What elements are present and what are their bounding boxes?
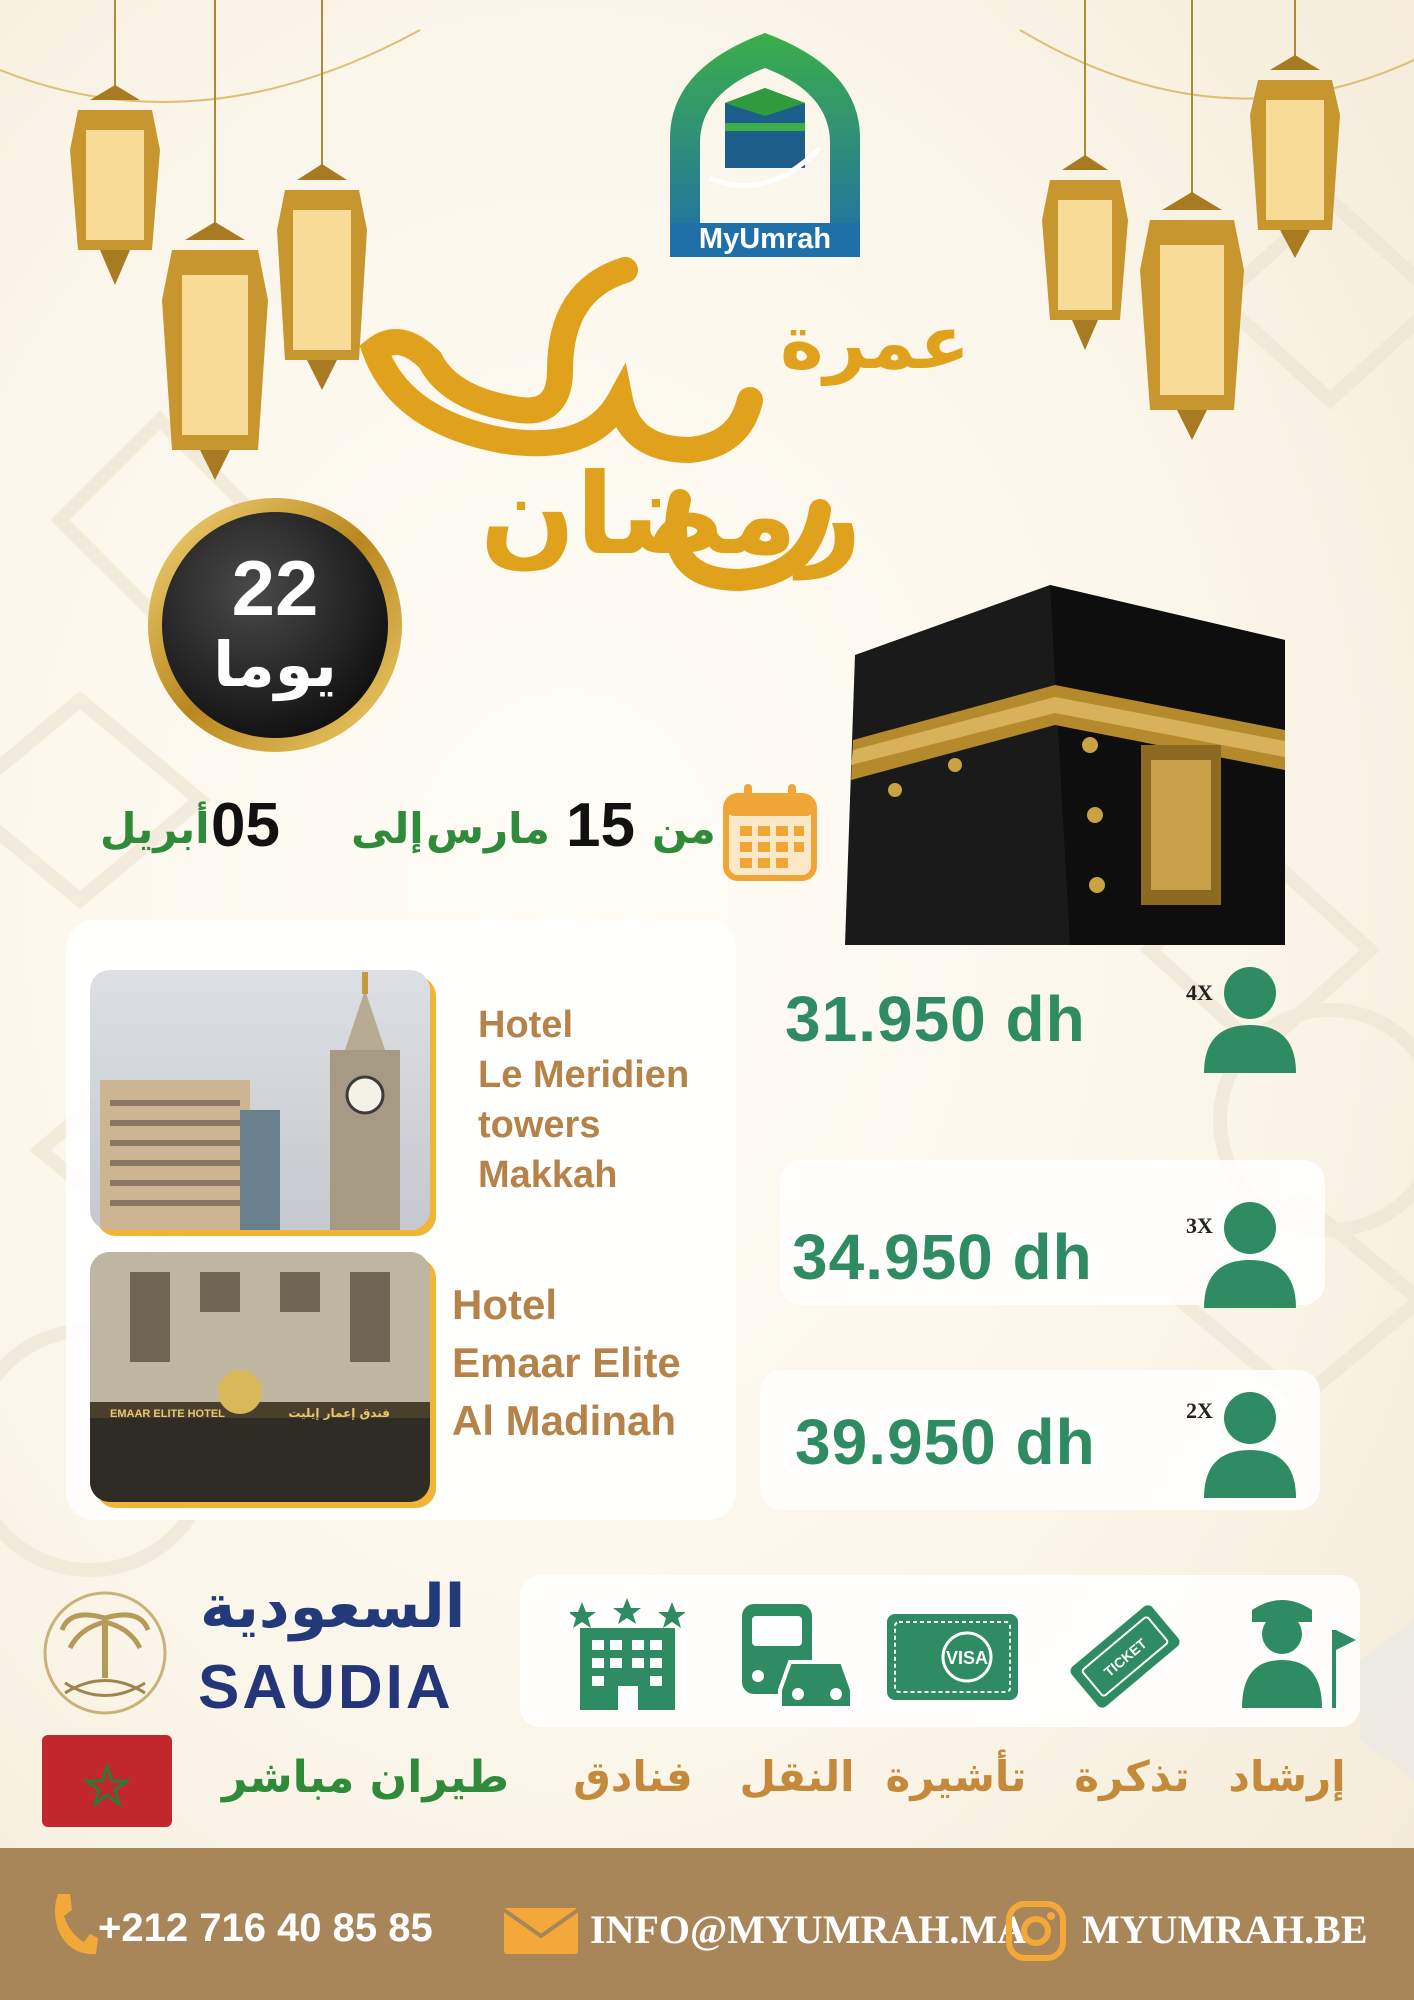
myumrah-logo <box>650 28 880 258</box>
to-day: 05 <box>211 791 280 860</box>
ticket-icon <box>1062 1596 1187 1716</box>
hotel-image-meridien <box>90 970 430 1230</box>
price-4x: 31.950 dh <box>785 983 1086 1055</box>
transport-icon <box>740 1602 855 1712</box>
footer-bar <box>0 1848 1414 2000</box>
logo-text: MyUmrah <box>698 223 832 255</box>
hotel-name-line: Makkah <box>478 1154 618 1196</box>
visa-icon-text: VISA <box>945 1648 989 1668</box>
guide-icon <box>1232 1590 1357 1710</box>
visa-icon <box>885 1612 1020 1702</box>
hotel-name-meridien <box>478 1000 689 1200</box>
hotel-name-line: Hotel <box>452 1281 557 1328</box>
hotel-name-line: Hotel <box>478 1004 573 1046</box>
occupancy-2x: 2X <box>1186 1398 1213 1423</box>
hotel-name-line: towers <box>478 1104 601 1146</box>
price-3x: 34.950 dh <box>792 1221 1093 1293</box>
morocco-flag-icon <box>42 1735 172 1827</box>
instagram-icon <box>1005 1900 1067 1962</box>
service-label-hotels: فنادق <box>573 1752 693 1801</box>
from-month: مارس <box>426 804 550 853</box>
duration-number: 22 <box>231 544 319 632</box>
service-label-ticket: تذكرة <box>1074 1752 1190 1801</box>
phone-icon <box>50 1890 100 1960</box>
service-label-guide: إرشاد <box>1228 1752 1346 1801</box>
contact-email[interactable]: INFO@MYUMRAH.MA <box>590 1907 1027 1952</box>
duration-word: يوما <box>213 628 337 701</box>
from-day: 15 <box>566 791 635 860</box>
title-word-umrah: عمرة <box>780 300 970 386</box>
occupancy-4x: 4X <box>1186 980 1213 1005</box>
hotel-name-line: Le Meridien <box>478 1054 690 1096</box>
person-icon <box>1200 965 1300 1073</box>
lantern-icon <box>70 85 160 285</box>
service-label-transport: النقل <box>739 1752 855 1801</box>
lantern-icon <box>1042 155 1128 350</box>
to-label: إلى <box>351 804 424 853</box>
service-label-visa: تأشيرة <box>885 1752 1027 1801</box>
hotel-sign-ar: فندق إعمار إيليت <box>288 1406 390 1420</box>
date-range <box>96 790 836 870</box>
duration-badge <box>148 498 402 752</box>
hotel-name-emaar <box>452 1276 681 1450</box>
person-icon <box>1200 1390 1300 1498</box>
saudia-name-en: SAUDIA <box>198 1653 454 1722</box>
contact-phone[interactable]: +212 716 40 85 85 <box>98 1906 433 1950</box>
hotel-name-line: Emaar Elite <box>452 1339 681 1386</box>
from-label: من <box>652 804 716 853</box>
ticket-icon-text: TICKET <box>1100 1635 1150 1680</box>
lantern-icon <box>1140 192 1244 440</box>
calendar-icon <box>722 782 818 882</box>
contact-instagram[interactable]: MYUMRAH.BE <box>1082 1907 1368 1952</box>
person-icon <box>1200 1200 1300 1308</box>
hotel-name-line: Al Madinah <box>452 1397 677 1444</box>
kaaba-image <box>835 565 1285 945</box>
occupancy-3x: 3X <box>1186 1213 1213 1238</box>
hotel-icon <box>570 1598 685 1713</box>
lantern-icon <box>277 164 367 390</box>
hotel-image-emaar <box>90 1252 430 1502</box>
price-2x: 39.950 dh <box>795 1406 1096 1478</box>
saudia-name-ar: السعودية <box>200 1572 466 1642</box>
lantern-icon <box>162 222 268 480</box>
title-word-ramadan: رمضان <box>480 450 862 580</box>
lantern-icon <box>1250 55 1340 258</box>
to-month: أبريل <box>100 804 210 853</box>
email-icon <box>502 1906 580 1956</box>
hotel-sign-en: EMAAR ELITE HOTEL <box>110 1408 225 1420</box>
saudia-emblem-icon <box>40 1588 170 1718</box>
direct-flight-label: طيران مباشر <box>222 1752 510 1803</box>
